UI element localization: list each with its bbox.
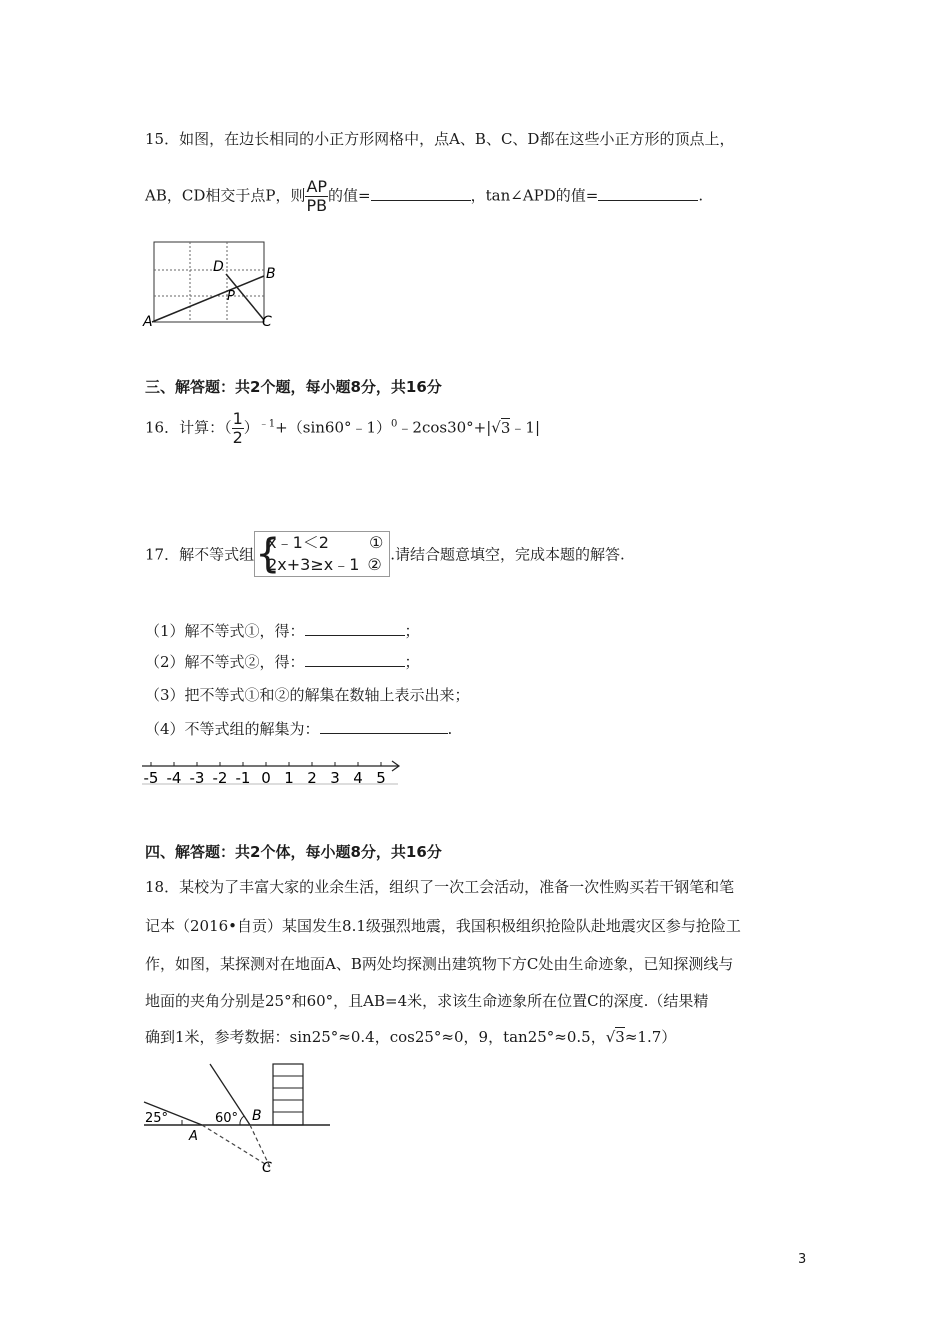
- q17-item-3: [145, 684, 470, 705]
- label-b: B: [266, 266, 276, 282]
- q17-item-2-end: ；: [404, 653, 420, 671]
- number-line-tick-label: 3: [330, 769, 340, 787]
- number-line-tick-label: -5: [143, 769, 159, 787]
- q18-last-post: ≈1.7）: [624, 1028, 677, 1046]
- q16-expression: [145, 410, 540, 447]
- q17-blank-4[interactable]: [320, 719, 448, 734]
- q15-grid-figure: [140, 238, 280, 330]
- q17-statement: [145, 531, 625, 577]
- label-a: A: [143, 314, 153, 330]
- q18-line-5: [145, 1026, 676, 1047]
- label-p: P: [227, 289, 235, 304]
- q17-item-2: [145, 651, 420, 672]
- label-d: D: [213, 259, 224, 275]
- q17-item-1-end: ；: [404, 622, 420, 640]
- q16-rest1: ）: [243, 418, 259, 437]
- number-line-tick-label: -2: [212, 769, 228, 787]
- q17-pre: 17．解不等式组: [145, 545, 255, 564]
- q17-item-2-text: （2）解不等式②，得：: [145, 653, 305, 671]
- q17-ineq2-row: [265, 554, 383, 576]
- q18-line-4: 地面的夹角分别是25°和60°，且AB=4米，求该生命迹象所在位置C的深度.（结果精: [145, 992, 709, 1010]
- q18-radicand: 3: [615, 1028, 625, 1046]
- label-b: B: [252, 1108, 262, 1124]
- sqrt-icon: √: [605, 1028, 616, 1046]
- q16-sup1: ﹣1: [258, 418, 276, 430]
- building: [273, 1064, 303, 1125]
- q17-ineq2-tag: ②: [367, 555, 382, 574]
- q15-frac-num: AP: [306, 177, 328, 196]
- sqrt-icon: √: [491, 418, 501, 437]
- q18-line-2: 记本（2016•自贡）某国发生8.1级强烈地震，我国积极组织抢险队赴地震灾区参与抢险工: [145, 917, 741, 935]
- label-c: C: [262, 1160, 272, 1174]
- q17-item-4-text: （4）不等式组的解集为：: [145, 720, 320, 738]
- number-line-tick-label: 1: [284, 769, 294, 787]
- number-line-tick-label: -1: [235, 769, 251, 787]
- q17-item-4-end: .: [447, 720, 453, 738]
- q18-last-pre: 确到1米，参考数据：sin25°≈0.4，cos25°≈0，9，tan25°≈0.5，: [145, 1028, 606, 1046]
- q15-line2: [145, 178, 703, 215]
- q17-blank-2[interactable]: [305, 652, 405, 667]
- q18-line-1: 18．某校为了丰富大家的业余生活，组织了一次工会活动，准备一次性购买若干钢笔和笔: [145, 878, 735, 896]
- angle-arc-b: [240, 1116, 244, 1125]
- q16-radicand: 3: [500, 418, 511, 437]
- q17-ineq1: x﹣1＜2: [267, 533, 329, 552]
- label-angle-25: 25°: [145, 1111, 169, 1126]
- q16-rest2: +（sin60°﹣1）: [275, 418, 392, 437]
- number-line-tick-label: -4: [166, 769, 182, 787]
- q16-pre: 16．计算：（: [145, 418, 232, 437]
- q15-line1: 15．如图，在边长相同的小正方形网格中，点A、B、C、D都在这些小正方形的顶点上，: [145, 130, 735, 148]
- q17-ineq1-tag: ①: [368, 533, 384, 552]
- q15-line2-end: .: [698, 186, 704, 205]
- q15-frac-den: PB: [306, 196, 328, 215]
- q17-item-3-text: （3）把不等式①和②的解集在数轴上表示出来；: [145, 686, 470, 704]
- q17-blank-1[interactable]: [305, 621, 405, 636]
- q16-frac-num: 1: [232, 409, 243, 428]
- number-line-tick-label: 4: [353, 769, 363, 787]
- number-line-tick-label: -3: [189, 769, 205, 787]
- q15-blank-2[interactable]: [598, 186, 698, 201]
- q16-sup2: 0: [391, 418, 398, 430]
- q17-item-1-text: （1）解不等式①，得：: [145, 622, 305, 640]
- number-line-tick-label: 5: [376, 769, 386, 787]
- q18-figure: [140, 1062, 335, 1174]
- q17-item-1: [145, 620, 420, 641]
- q17-post: .请结合题意填空，完成本题的解答.: [390, 545, 625, 564]
- q17-inequality-system: [254, 531, 390, 577]
- q15-line2-mid2: ，tan∠APD的值=: [470, 186, 599, 205]
- q16-rest4: ﹣1|: [510, 418, 541, 437]
- q15-blank-1[interactable]: [371, 186, 471, 201]
- number-line-tick-label: 2: [307, 769, 317, 787]
- section-3-heading: 三、解答题：共2个题，每小题8分，共16分: [145, 378, 442, 396]
- label-c: C: [262, 314, 272, 330]
- number-line: [142, 758, 404, 788]
- q15-fraction: [305, 178, 328, 215]
- q17-ineq2: 2x+3≥x﹣1: [267, 555, 360, 574]
- q16-frac-den: 2: [232, 428, 243, 447]
- label-angle-60: 60°: [215, 1111, 239, 1126]
- q17-item-4: [145, 718, 452, 739]
- q15-line2-pre: AB，CD相交于点P，则: [145, 186, 306, 205]
- q16-rest3: ﹣2cos30°+|: [397, 418, 492, 437]
- q15-line2-mid: 的值=: [328, 186, 371, 205]
- page-number: 3: [798, 1252, 807, 1267]
- label-a: A: [189, 1129, 198, 1144]
- brace-icon: {: [255, 531, 281, 577]
- q18-line-3: 作，如图，某探测对在地面A、B两处均探测出建筑物下方C处由生命迹象，已知探测线与: [145, 955, 734, 973]
- q17-ineq1-row: [265, 532, 383, 554]
- section-4-heading: 四、解答题：共2个体，每小题8分，共16分: [145, 843, 442, 861]
- number-line-tick-label: 0: [261, 769, 271, 787]
- q16-fraction: [232, 410, 244, 447]
